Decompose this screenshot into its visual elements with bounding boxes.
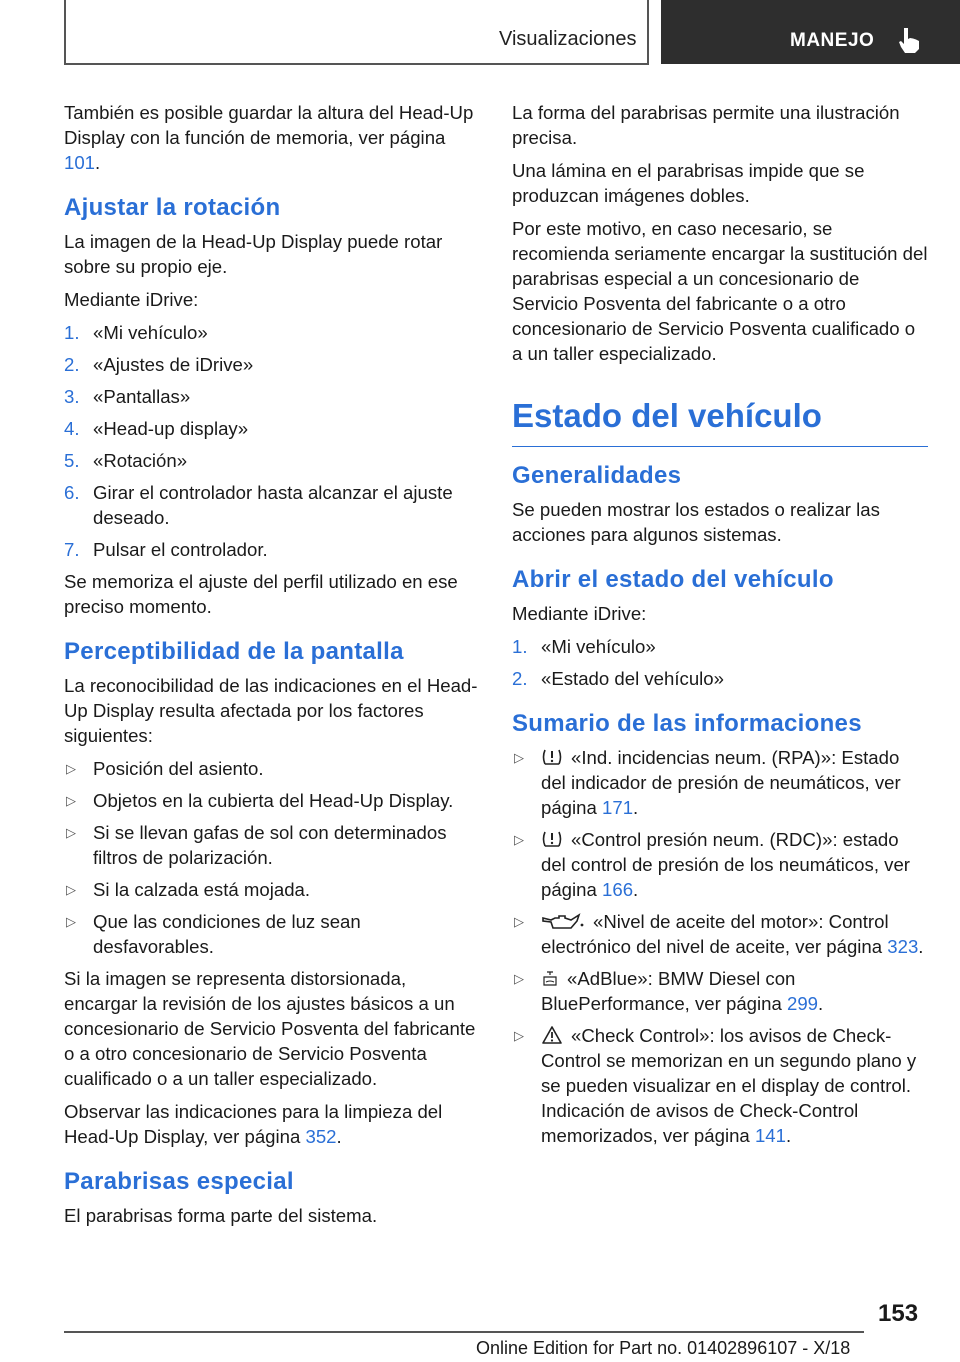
bullet-triangle-icon: ▷ bbox=[514, 971, 524, 986]
list-item: ▷ Objetos en la cubierta del Head-Up Display. bbox=[66, 790, 454, 811]
visibility-text: La reconocibilidad de las indicaciones en el Head-Up Display resulta afectada por los factores siguientes: bbox=[64, 675, 478, 746]
bullet-triangle-icon: ▷ bbox=[514, 750, 524, 765]
list-item: ▷ Posición del asiento. bbox=[66, 758, 264, 779]
list-item: ▷ Si la calzada está mojada. bbox=[66, 879, 311, 900]
bullet-triangle-icon: ▷ bbox=[514, 832, 524, 847]
list-item: 5. «Rotación» bbox=[64, 450, 188, 471]
bullet-triangle-icon: ▷ bbox=[514, 914, 524, 929]
page-link[interactable]: 141 bbox=[754, 1125, 786, 1146]
summary-bullets bbox=[512, 745, 928, 1148]
list-item: 1. «Mi vehículo» bbox=[64, 322, 208, 343]
bullet-triangle-icon: ▷ bbox=[514, 1028, 524, 1043]
list-item: ▷ «Nivel de aceite del motor»: Control electrónico del nivel de aceite, ver página 323. bbox=[514, 911, 924, 957]
list-item: ▷ «Check Control»: los avisos de Check-Control se memorizan en un segundo plano y se pueden visualizar en el display de control. Indicación de avisos de Check-Control memorizados, ver página 141. bbox=[514, 1025, 917, 1146]
windshield-paragraph: La forma del parabrisas permite una ilustración precisa. bbox=[512, 102, 900, 148]
rotation-note: Se memoriza el ajuste del perfil utilizado en ese preciso momento. bbox=[64, 571, 458, 617]
rotation-text: La imagen de la Head-Up Display puede rotar sobre su propio eje. bbox=[64, 231, 443, 277]
heading-rotation: Ajustar la rotación bbox=[64, 194, 281, 221]
rotation-steps bbox=[64, 320, 480, 562]
list-item: 6. Girar el controlador hasta alcanzar el ajuste deseado. bbox=[64, 482, 453, 528]
open-via: Mediante iDrive: bbox=[512, 603, 647, 624]
list-item: 3. «Pantallas» bbox=[64, 386, 191, 407]
page-link[interactable]: 166 bbox=[602, 879, 634, 900]
list-item: ▷ «AdBlue»: BMW Diesel con BluePerformance, ver página 299. bbox=[514, 968, 824, 1014]
heading-windshield: Parabrisas especial bbox=[64, 1168, 294, 1195]
heading-general: Generalidades bbox=[512, 462, 682, 489]
page-link[interactable]: 101 bbox=[64, 152, 96, 173]
hand-pointer-icon bbox=[895, 25, 925, 55]
bullet-triangle-icon: ▷ bbox=[66, 793, 76, 808]
bullet-triangle-icon: ▷ bbox=[66, 761, 76, 776]
rotation-via: Mediante iDrive: bbox=[64, 289, 199, 310]
list-item: ▷ Que las condiciones de luz sean desfavorables. bbox=[66, 911, 361, 957]
windshield-paragraph: Por este motivo, en caso necesario, se recomienda seriamente encargar la sustitución del parabrisas especial a un concesionario de Servicio Posventa del fabricante o a otro concesionario de Servicio Posventa cualificado o a un taller especializado. bbox=[512, 218, 928, 364]
general-text: Se pueden mostrar los estados o realizar las acciones para algunos sistemas. bbox=[512, 499, 880, 545]
list-item: 4. «Head-up display» bbox=[64, 418, 249, 439]
list-item: 7. Pulsar el controlador. bbox=[64, 539, 268, 560]
adblue-icon bbox=[541, 970, 559, 988]
header-chapter-label: MANEJO bbox=[790, 30, 875, 51]
heading-summary: Sumario de las informaciones bbox=[512, 710, 862, 737]
heading-open-status: Abrir el estado del vehículo bbox=[512, 566, 834, 593]
header-frame-right bbox=[647, 0, 649, 64]
list-item: 2. «Estado del vehículo» bbox=[512, 668, 724, 689]
page-link[interactable]: 299 bbox=[787, 993, 819, 1014]
warning-triangle-icon bbox=[541, 1025, 563, 1045]
distortion-text: Si la imagen se representa distorsionada, encargar la revisión de los ajustes básicos a un concesionario de Servicio Posventa del fabricante o a otro concesionario de Servicio Posventa cualificado o a un taller especializado. bbox=[64, 968, 476, 1089]
chapter-title: Estado del vehículo bbox=[512, 396, 928, 447]
list-item: ▷ «Control presión neum. (RDC)»: estado del control de presión de los neumáticos, ver página 166. bbox=[514, 829, 910, 900]
tire-pressure-icon bbox=[541, 747, 563, 767]
tire-pressure-icon bbox=[541, 829, 563, 849]
header-section-title: Visualizaciones bbox=[499, 28, 637, 50]
windshield-paragraph: Una lámina en el parabrisas impide que se produzcan imágenes dobles. bbox=[512, 160, 865, 206]
bullet-triangle-icon: ▷ bbox=[66, 882, 76, 897]
list-item: 1. «Mi vehículo» bbox=[512, 636, 656, 657]
oil-can-icon bbox=[541, 913, 585, 931]
header-frame-left bbox=[64, 0, 66, 64]
header-frame-bottom bbox=[64, 63, 649, 65]
list-item: ▷ Si se llevan gafas de sol con determinados filtros de polarización. bbox=[66, 822, 447, 868]
page-link[interactable]: 352 bbox=[305, 1126, 337, 1147]
footer-divider bbox=[64, 1331, 864, 1333]
bullet-triangle-icon: ▷ bbox=[66, 914, 76, 929]
windshield-text: El parabrisas forma parte del sistema. bbox=[64, 1205, 378, 1226]
right-column bbox=[512, 100, 928, 1155]
bullet-triangle-icon: ▷ bbox=[66, 825, 76, 840]
left-column bbox=[64, 100, 480, 1236]
open-steps bbox=[512, 634, 928, 691]
footer-edition: Online Edition for Part no. 01402896107 - X/18 bbox=[476, 1338, 851, 1358]
intro-paragraph: También es posible guardar la altura del Head-Up Display con la función de memoria, ver página 101. bbox=[64, 102, 474, 173]
visibility-bullets bbox=[64, 756, 480, 959]
page-link[interactable]: 171 bbox=[602, 797, 634, 818]
list-item: ▷ «Ind. incidencias neum. (RPA)»: Estado del indicador de presión de neumáticos, ver página 171. bbox=[514, 747, 901, 818]
page-number: 153 bbox=[878, 1300, 919, 1327]
page-link[interactable]: 323 bbox=[887, 936, 919, 957]
heading-visibility: Perceptibilidad de la pantalla bbox=[64, 638, 404, 665]
cleaning-text: Observar las indicaciones para la limpieza del Head-Up Display, ver página 352. bbox=[64, 1101, 443, 1147]
list-item: 2. «Ajustes de iDrive» bbox=[64, 354, 254, 375]
